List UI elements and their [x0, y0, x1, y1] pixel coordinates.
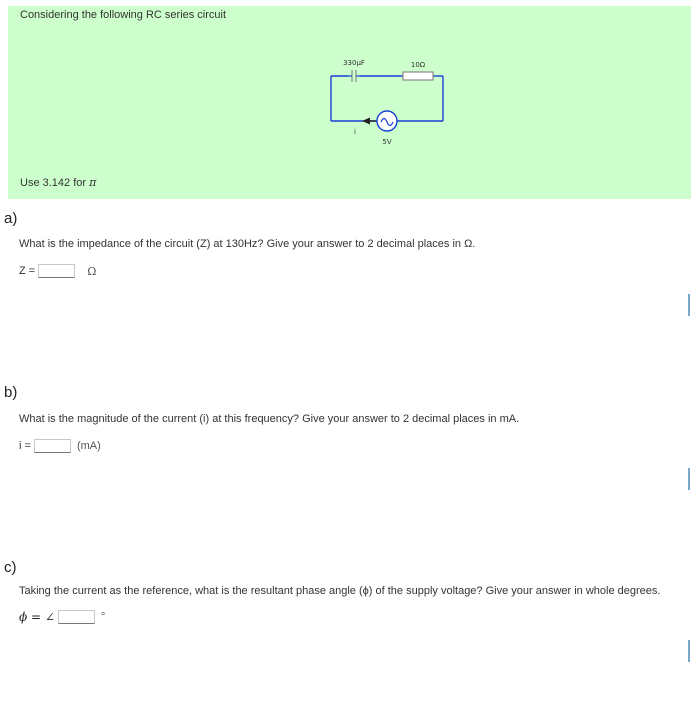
part-b-prefix: i = [19, 440, 31, 452]
intro-title: Considering the following RC series circuit [20, 9, 227, 21]
resistor-symbol [403, 72, 433, 80]
source-label: 5V [382, 138, 392, 146]
scroll-indicator-a [688, 294, 690, 316]
part-a-answer-row [19, 264, 96, 278]
part-c-answer-row [19, 610, 105, 624]
impedance-input[interactable] [38, 264, 75, 278]
pi-note [20, 176, 96, 189]
scroll-indicator-b [688, 468, 690, 490]
part-a-question: What is the impedance of the circuit (Z) at 130Hz? Give your answer to 2 decimal places in Ω. [19, 238, 476, 250]
part-a-prefix: Z = [19, 265, 36, 277]
part-b-question: What is the magnitude of the current (i) at this frequency? Give your answer to 2 decimal places in mA. [19, 413, 520, 425]
pi-symbol: π [89, 176, 97, 189]
current-input[interactable] [34, 439, 71, 453]
pi-note-text: Use 3.142 for [20, 177, 90, 189]
part-c-prefix: ϕ = ∠ [19, 610, 55, 624]
part-c-letter: c) [4, 559, 17, 576]
part-a-unit: Ω [87, 264, 97, 278]
current-label: i [354, 128, 356, 136]
part-b-answer-row [19, 439, 101, 453]
phase-angle-input[interactable] [58, 610, 95, 624]
resistor-label: 10Ω [410, 61, 426, 69]
part-b-unit: (mA) [76, 440, 101, 452]
scroll-indicator-c [688, 640, 690, 662]
capacitor-symbol [348, 70, 360, 82]
part-a-letter: a) [4, 210, 18, 227]
part-c-question: Taking the current as the reference, what is the resultant phase angle (ϕ) of the supply voltage? Give your answer in whole degrees. [19, 585, 661, 597]
rc-circuit-diagram [318, 56, 458, 156]
part-c-unit: ° [100, 611, 106, 623]
part-b-letter: b) [4, 384, 18, 401]
intro-panel [8, 6, 691, 199]
capacitor-label: 330μF [343, 59, 365, 67]
